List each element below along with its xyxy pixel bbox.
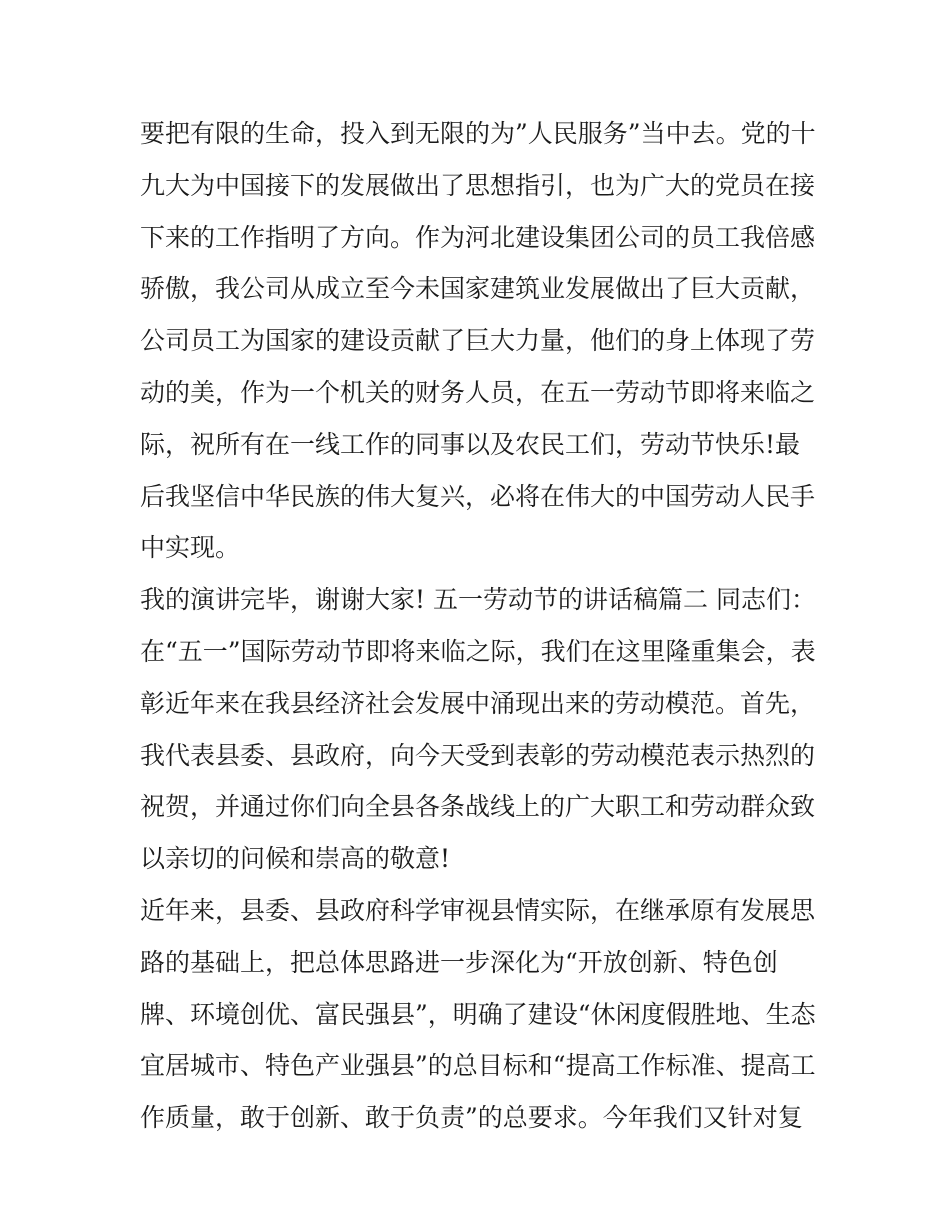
text-line: 祝贺，并通过你们向全县各条战线上的广大职工和劳动群众致 <box>140 792 816 822</box>
text-line: 我代表县委、县政府，向今天受到表彰的劳动模范表示热烈的 <box>140 740 816 770</box>
text-line: 际，祝所有在一线工作的同事以及农民工们，劳动节快乐!最 <box>140 429 801 459</box>
text-line: 我的演讲完毕，谢谢大家! 五一劳动节的讲话稿篇二 同志们： <box>140 585 816 615</box>
text-line: 后我坚信中华民族的伟大复兴，必将在伟大的中国劳动人民手 <box>140 481 816 511</box>
text-line: 骄傲，我公司从成立至今未国家建筑业发展做出了巨大贡献， <box>140 274 816 304</box>
text-line: 下来的工作指明了方向。作为河北建设集团公司的员工我倍感 <box>140 222 816 252</box>
text-line: 在“五一”国际劳动节即将来临之际，我们在这里隆重集会，表 <box>140 636 816 666</box>
text-line: 牌、环境创优、富民强县”，明确了建设“休闲度假胜地、生态 <box>140 999 816 1029</box>
text-line: 公司员工为国家的建设贡献了巨大力量，他们的身上体现了劳 <box>140 326 816 356</box>
text-line: 路的基础上，把总体思路进一步深化为“开放创新、特色创 <box>140 947 778 977</box>
text-line: 宜居城市、特色产业强县”的总目标和“提高工作标准、提高工 <box>140 1051 816 1081</box>
text-line: 动的美，作为一个机关的财务人员，在五一劳动节即将来临之 <box>140 377 816 407</box>
text-line: 近年来，县委、县政府科学审视县情实际，在继承原有发展思 <box>140 895 816 925</box>
text-line: 中实现。 <box>140 533 241 563</box>
text-line: 作质量，敢于创新、敢于负责”的总要求。今年我们又针对复 <box>140 1103 803 1133</box>
text-line: 九大为中国接下的发展做出了思想指引，也为广大的党员在接 <box>140 170 816 200</box>
body-text <box>140 108 820 1144</box>
text-line: 以亲切的问候和崇高的敬意! <box>140 844 451 874</box>
text-line: 彰近年来在我县经济社会发展中涌现出来的劳动模范。首先， <box>140 688 816 718</box>
text-line: 要把有限的生命，投入到无限的为”人民服务”当中去。党的十 <box>140 119 816 148</box>
